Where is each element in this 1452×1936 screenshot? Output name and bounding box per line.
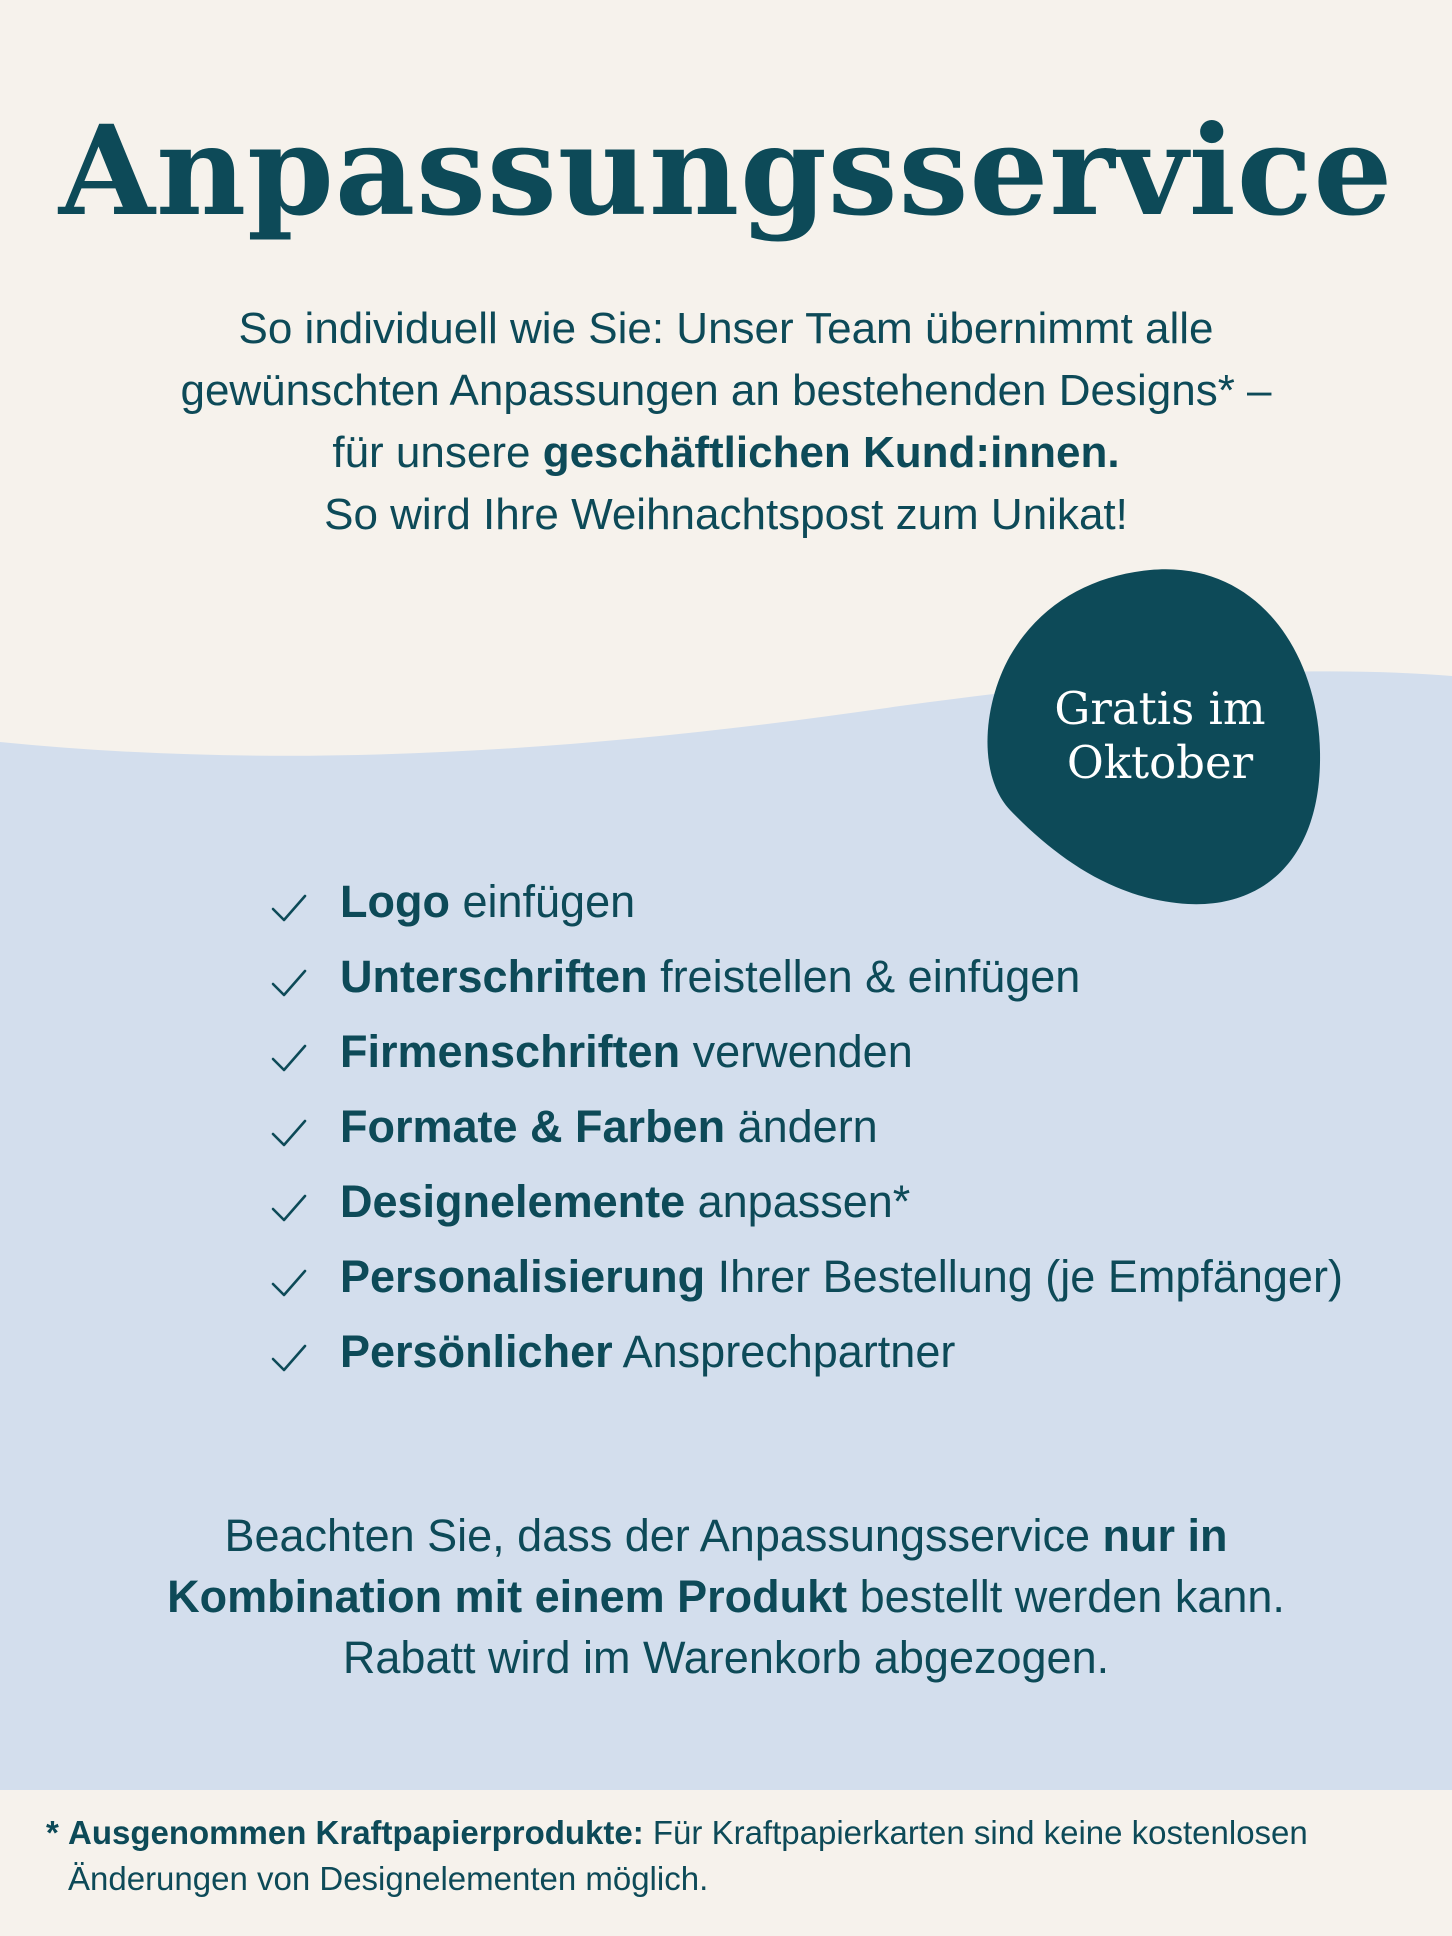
feature-bold: Logo bbox=[340, 876, 450, 927]
footnote-text: Änderungen von Designelementen möglich. bbox=[68, 1860, 709, 1897]
feature-bold: Designelemente bbox=[340, 1176, 686, 1227]
feature-bold: Formate & Farben bbox=[340, 1101, 726, 1152]
feature-text bbox=[340, 868, 635, 936]
intro-text bbox=[100, 298, 1352, 546]
note-text-bold: Kombination mit einem Produkt bbox=[167, 1571, 848, 1622]
intro-line: So wird Ihre Weihnachtspost zum Unikat! bbox=[324, 490, 1128, 539]
intro-text-plain: für unsere bbox=[332, 428, 543, 477]
checkmark-icon bbox=[270, 1267, 308, 1299]
feature-text bbox=[340, 943, 1080, 1011]
feature-text bbox=[340, 1093, 878, 1161]
footnote-body bbox=[46, 1810, 1426, 1902]
feature-text bbox=[340, 1168, 910, 1236]
footnote-text: Für Kraftpapierkarten sind keine kostenlosen bbox=[643, 1814, 1308, 1851]
badge-line: Oktober bbox=[1066, 736, 1254, 789]
feature-item bbox=[270, 1243, 1390, 1318]
feature-rest: anpassen* bbox=[685, 1176, 911, 1227]
feature-text bbox=[340, 1318, 955, 1386]
badge-line: Gratis im bbox=[1054, 682, 1266, 735]
page-title: Anpassungsservice bbox=[58, 99, 1394, 244]
intro-line: So individuell wie Sie: Unser Team übernimmt alle bbox=[238, 304, 1214, 353]
note-text-plain: bestellt werden kann. bbox=[847, 1571, 1285, 1622]
feature-bold: Unterschriften bbox=[340, 951, 648, 1002]
order-note bbox=[100, 1505, 1352, 1688]
feature-rest: freistellen & einfügen bbox=[647, 951, 1081, 1002]
checkmark-icon bbox=[270, 1342, 308, 1374]
feature-bold: Firmenschriften bbox=[340, 1026, 681, 1077]
note-line: Rabatt wird im Warenkorb abgezogen. bbox=[342, 1632, 1110, 1683]
note-text-bold: nur in bbox=[1102, 1510, 1228, 1561]
feature-text bbox=[340, 1018, 913, 1086]
note-line bbox=[100, 1566, 1352, 1627]
promo-badge bbox=[1010, 682, 1310, 790]
feature-list bbox=[270, 868, 1390, 1393]
feature-text bbox=[340, 1243, 1343, 1311]
feature-item bbox=[270, 1093, 1390, 1168]
checkmark-icon bbox=[270, 1192, 308, 1224]
feature-rest: Ansprechpartner bbox=[612, 1326, 956, 1377]
feature-item bbox=[270, 1018, 1390, 1093]
checkmark-icon bbox=[270, 967, 308, 999]
checkmark-icon bbox=[270, 892, 308, 924]
feature-rest: verwenden bbox=[680, 1026, 913, 1077]
checkmark-icon bbox=[270, 1117, 308, 1149]
feature-item bbox=[270, 1318, 1390, 1393]
intro-line bbox=[100, 422, 1352, 484]
feature-rest: einfügen bbox=[449, 876, 636, 927]
footnote-bold: Ausgenommen Kraftpapierprodukte: bbox=[68, 1814, 644, 1851]
footnote-marker: * bbox=[46, 1814, 59, 1851]
feature-bold: Persönlicher bbox=[340, 1326, 613, 1377]
footnote bbox=[46, 1810, 1426, 1902]
feature-item bbox=[270, 868, 1390, 943]
checkmark-icon bbox=[270, 1042, 308, 1074]
feature-rest: Ihrer Bestellung (je Empfänger) bbox=[705, 1251, 1343, 1302]
feature-item bbox=[270, 1168, 1390, 1243]
note-text-plain: Beachten Sie, dass der Anpassungsservice bbox=[224, 1510, 1103, 1561]
note-line bbox=[100, 1505, 1352, 1566]
intro-line: gewünschten Anpassungen an bestehenden Designs* – bbox=[180, 366, 1272, 415]
feature-item bbox=[270, 943, 1390, 1018]
feature-rest: ändern bbox=[725, 1101, 878, 1152]
intro-text-bold: geschäftlichen Kund:innen. bbox=[542, 428, 1120, 477]
feature-bold: Personalisierung bbox=[340, 1251, 706, 1302]
